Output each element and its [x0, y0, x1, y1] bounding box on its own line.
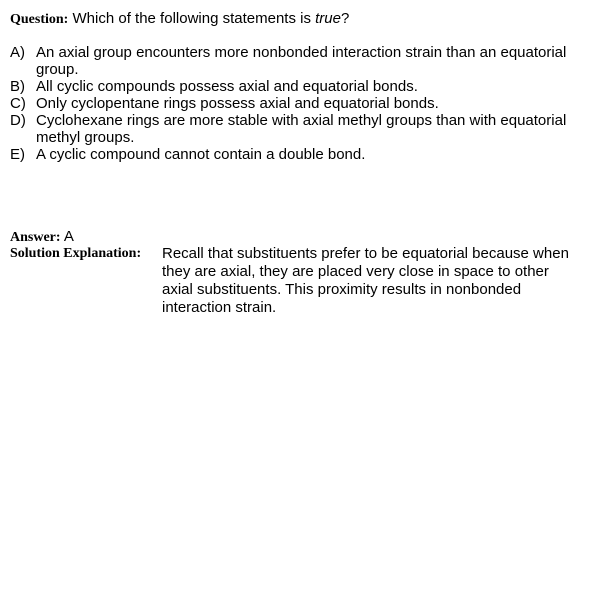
explanation-text: Recall that substituents prefer to be equatorial because when they are axial, they are placed very close in space to other axial substituents. This proximity results in nonbonded interaction strain. — [162, 245, 569, 316]
question-line — [10, 10, 590, 28]
option-text: A cyclic compound cannot contain a double bond. — [36, 146, 366, 163]
option-c — [10, 95, 590, 112]
explanation-label: Solution Explanation: — [10, 246, 142, 261]
option-text: Cyclohexane rings are more stable with axial methyl groups than with equatorial methyl groups. — [36, 112, 567, 146]
question-label: Question: — [10, 12, 69, 27]
option-b — [10, 78, 590, 95]
question-prefix: Which of the following statements is — [72, 10, 316, 27]
answer-label: Answer: — [10, 230, 61, 245]
option-letter: D) — [10, 112, 26, 129]
option-text: An axial group encounters more nonbonded interaction strain than an equatorial group. — [36, 44, 567, 78]
option-d — [10, 112, 590, 146]
question-emphasis: true — [315, 10, 341, 27]
answer-options-list — [10, 44, 590, 163]
answer-line — [10, 228, 74, 246]
solution-explanation — [10, 245, 590, 317]
option-letter: E) — [10, 146, 25, 163]
option-letter: A) — [10, 44, 25, 61]
answer-value: A — [63, 228, 74, 245]
option-letter: C) — [10, 95, 26, 112]
option-text: All cyclic compounds possess axial and equatorial bonds. — [36, 78, 418, 95]
option-a — [10, 44, 590, 78]
option-text: Only cyclopentane rings possess axial and equatorial bonds. — [36, 95, 439, 112]
option-e — [10, 146, 590, 163]
option-letter: B) — [10, 78, 25, 95]
question-suffix: ? — [340, 10, 350, 27]
